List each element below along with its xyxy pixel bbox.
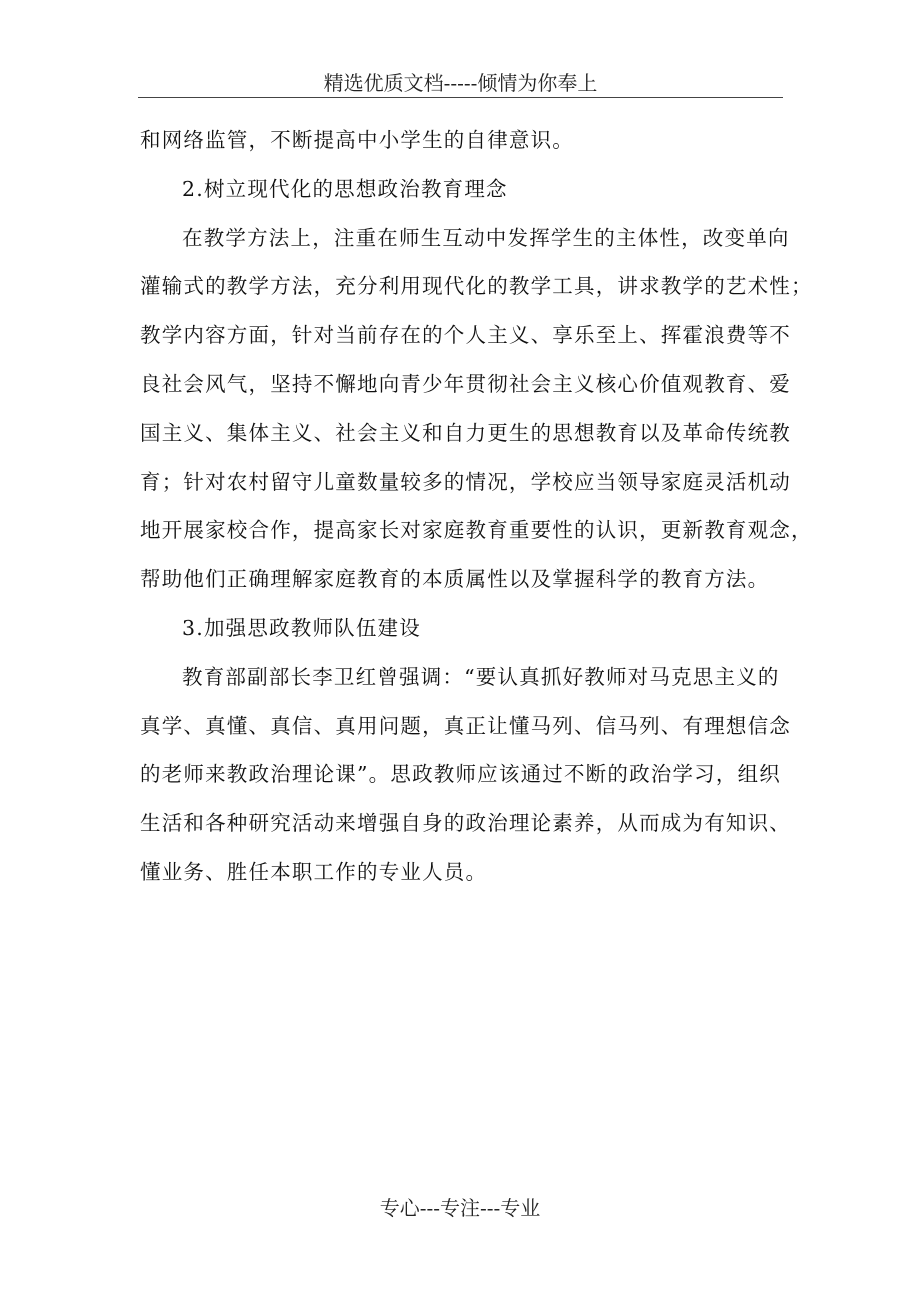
text-line: 懂业务、胜任本职工作的专业人员。 xyxy=(140,859,488,884)
text-line: 教育部副部长李卫红曾强调：“要认真抓好教师对马克思主义的 xyxy=(182,664,780,689)
header-divider xyxy=(138,97,783,98)
page-header: 精选优质文档-----倾情为你奉上 xyxy=(323,71,598,95)
text-line: 地开展家校合作，提高家长对家庭教育重要性的认识，更新教育观念， xyxy=(140,518,813,543)
text-line: 良社会风气，坚持不懈地向青少年贯彻社会主义核心价值观教育、爱 xyxy=(140,371,791,396)
text-line: 真学、真懂、真信、真用问题，真正让懂马列、信马列、有理想信念 xyxy=(140,713,791,738)
text-line: 生活和各种研究活动来增强自身的政治理论素养，从而成为有知识、 xyxy=(140,811,791,836)
text-line: 育；针对农村留守儿童数量较多的情况，学校应当领导家庭灵活机动 xyxy=(140,469,791,494)
text-line: 的老师来教政治理论课”。思政教师应该通过不断的政治学习，组织 xyxy=(140,762,781,787)
document-body xyxy=(140,116,813,897)
text-line: 帮助他们正确理解家庭教育的本质属性以及掌握科学的教育方法。 xyxy=(140,567,770,592)
text-line: 教学内容方面，针对当前存在的个人主义、享乐至上、挥霍浪费等不 xyxy=(140,323,791,348)
text-line: 国主义、集体主义、社会主义和自力更生的思想教育以及革命传统教 xyxy=(140,420,791,445)
text-line: 和网络监管，不断提高中小学生的自律意识。 xyxy=(140,128,574,152)
page-footer: 专心---专注---专业 xyxy=(379,1196,541,1220)
text-line: 灌输式的教学方法，充分利用现代化的教学工具，讲求教学的艺术性； xyxy=(140,274,813,299)
section-heading: 3.加强思政教师队伍建设 xyxy=(182,615,421,640)
section-heading: 2.树立现代化的思想政治教育理念 xyxy=(182,176,508,201)
text-line: 在教学方法上，注重在师生互动中发挥学生的主体性，改变单向 xyxy=(182,225,790,250)
